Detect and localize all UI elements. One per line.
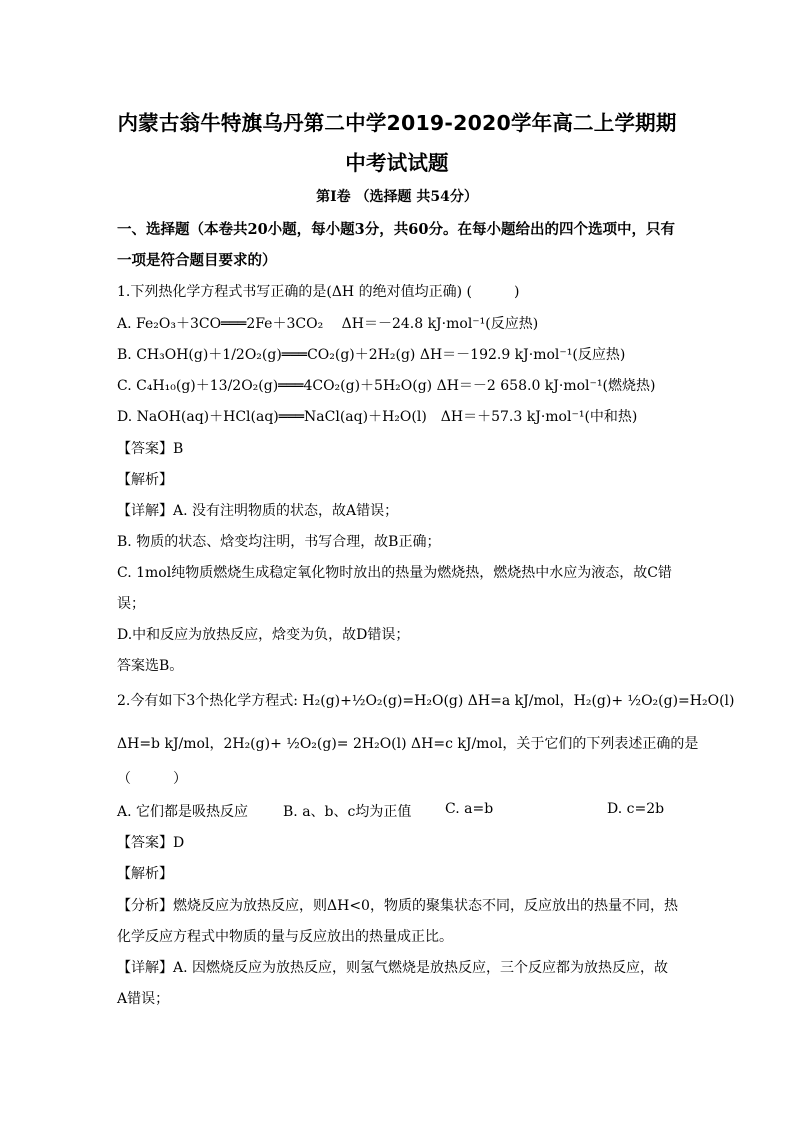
q1-option-a: A. Fe₂O₃＋3CO═══2Fe＋3CO₂ ΔH＝－24.8 kJ·mol⁻¹(反应热) [117,316,539,332]
document-title-line1: 内蒙古翁牛特旗乌丹第二中学2019-2020学年高二上学期期 [117,111,677,135]
q2-analysis-label: 【解析】 [117,866,173,882]
q2-analysis-2: 化学反应方程式中物质的量与反应放出的热量成正比。 [117,929,453,945]
q2-stem-2: ΔH=b kJ/mol，2H₂(g)+ ½O₂(g)= 2H₂O(l) ΔH=c kJ/mol，关于它们的下列表述正确的是 [117,736,699,752]
q1-stem: 1.下列热化学方程式书写正确的是(ΔH 的绝对值均正确) ( ) [117,284,520,300]
q2-option-a: A. 它们都是吸热反应 [117,804,249,820]
q2-stem-3: （ ） [117,771,187,787]
q1-option-c: C. C₄H₁₀(g)＋13/2O₂(g)═══4CO₂(g)＋5H₂O(g) ΔH＝－2 658.0 kJ·mol⁻¹(燃烧热) [117,378,656,394]
q1-detail-2: B. 物质的状态、焓变均注明，书写合理，故B正确； [117,534,441,550]
document-title-line2: 中考试试题 [345,151,449,175]
q1-detail-4: D.中和反应为放热反应，焓变为负，故D错误； [117,627,410,643]
q1-conclusion: 答案选B。 [117,658,184,674]
q2-detail-2: A错误； [117,991,170,1007]
q2-option-b: B. a、b、c均为正值 [283,804,412,820]
q2-stem-1: 2.今有如下3个热化学方程式: H₂(g)+½O₂(g)=H₂O(g) ΔH=a kJ/mol，H₂(g)+ ½O₂(g)=H₂O(l) [117,693,735,709]
q1-detail-3b: 误； [117,596,145,612]
q1-analysis-label: 【解析】 [117,472,173,488]
q2-detail-1: 【详解】A. 因燃烧反应为放热反应，则氢气燃烧是放热反应，三个反应都为放热反应，故 [117,960,669,976]
q2-option-c: C. a=b [445,801,494,817]
q1-detail-1: 【详解】A. 没有注明物质的状态，故A错误； [117,503,399,519]
q1-option-b: B. CH₃OH(g)＋1/2O₂(g)═══CO₂(g)＋2H₂(g) ΔH＝－192.9 kJ·mol⁻¹(反应热) [117,347,626,363]
instructions-line1: 一、选择题（本卷共20小题，每小题3分，共60分。在每小题给出的四个选项中，只有 [117,221,675,238]
q2-answer: 【答案】D [117,835,185,851]
q2-analysis-1: 【分析】燃烧反应为放热反应，则ΔH<0，物质的聚集状态不同，反应放出的热量不同，热 [117,898,678,914]
q1-answer: 【答案】B [117,441,184,457]
instructions-line2: 一项是符合题目要求的） [117,252,277,269]
q1-option-d: D. NaOH(aq)＋HCl(aq)═══NaCl(aq)＋H₂O(l) ΔH＝＋57.3 kJ·mol⁻¹(中和热) [117,409,638,425]
q2-option-d: D. c=2b [607,801,665,817]
q1-detail-3a: C. 1mol纯物质燃烧生成稳定氧化物时放出的热量为燃烧热，燃烧热中水应为液态，故C错 [117,565,672,581]
section-header: 第Ⅰ卷 （选择题 共54分） [316,189,478,205]
